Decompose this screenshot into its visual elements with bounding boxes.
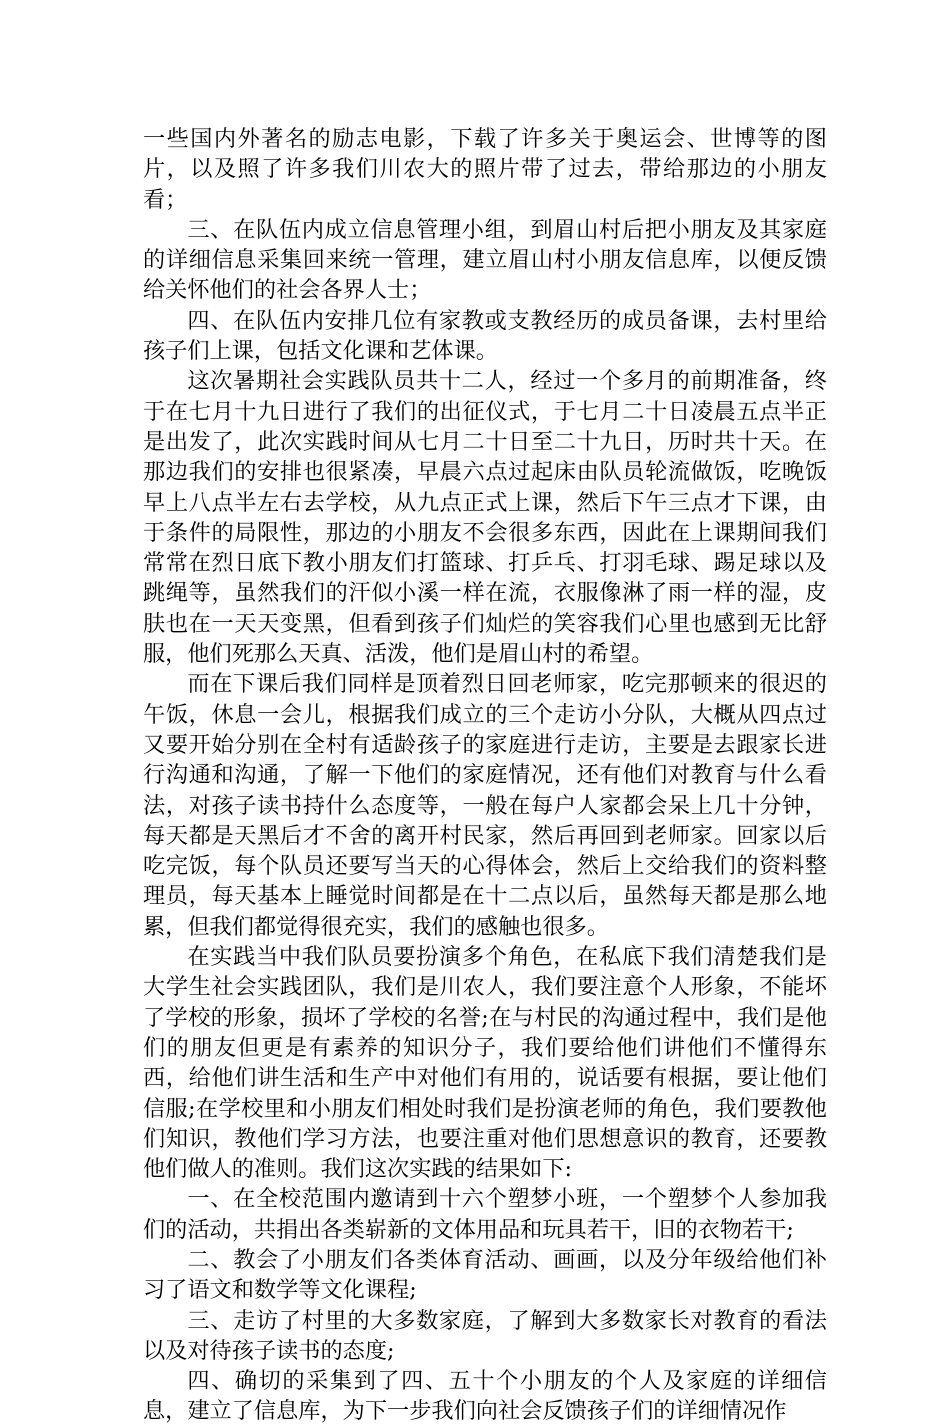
- document-body: [143, 124, 827, 1427]
- paragraph-1: 一些国内外著名的励志电影，下载了许多关于奥运会、世博等的图片，以及照了许多我们川农大的照片带了过去，带给那边的小朋友看；: [143, 126, 827, 213]
- paragraph-10: 四、确切的采集到了四、五十个小朋友的个人及家庭的详细信息，建立了信息库，为下一步我们向社会反馈孩子们的详细情况作: [143, 1368, 827, 1425]
- paragraph-8: 二、教会了小朋友们各类体育活动、画画，以及分年级给他们补习了语文和数学等文化课程;: [143, 1246, 827, 1304]
- paragraph-7: 一、在全校范围内邀请到十六个塑梦小班，一个塑梦个人参加我们的活动，共捐出各类崭新的文体用品和玩具若干，旧的衣物若干;: [143, 1186, 827, 1243]
- paragraph-3: 四、在队伍内安排几位有家教或支教经历的成员备课，去村里给孩子们上课，包括文化课和艺体课。: [143, 307, 827, 365]
- paragraph-6: 在实践当中我们队员要扮演多个角色，在私底下我们清楚我们是大学生社会实践团队，我们是川农人，我们要注意个人形象，不能坏了学校的形象，损坏了学校的名誉;在与村民的沟通过程中，我们是他们的朋友但更是有素养的知识分子，我们要给他们讲他们不懂得东西，给他们讲生活和生产中对他们有用的，说话要有根据，要让他们信服;在学校里和小朋友们相处时我们是扮演老师的角色，我们要教他们知识，教他们学习方法，也要注重对他们思想意识的教育，还要教他们做人的准则。我们这次实践的结果如下:: [143, 944, 827, 1183]
- paragraph-5: 而在下课后我们同样是顶着烈日回老师家，吃完那顿来的很迟的午饭，休息一会儿，根据我们成立的三个走访小分队，大概从四点过又要开始分别在全村有适龄孩子的家庭进行走访，主要是去跟家长进行沟通和沟通，了解一下他们的家庭情况，还有他们对教育与什么看法，对孩子读书持什么态度等，一般在每户人家都会呆上几十分钟，每天都是天黑后才不舍的离开村民家，然后再回到老师家。回家以后吃完饭，每个队员还要写当天的心得体会，然后上交给我们的资料整理员，每天基本上睡觉时间都是在十二点以后，虽然每天都是那么地累，但我们都觉得很充实，我们的感触也很多。: [143, 671, 827, 940]
- paragraph-4: 这次暑期社会实践队员共十二人，经过一个多月的前期准备，终于在七月十九日进行了我们的出征仪式，于七月二十日凌晨五点半正是出发了，此次实践时间从七月二十日至二十九日，历时共十天。在那边我们的安排也很紧凑，早晨六点过起床由队员轮流做饭，吃晚饭早上八点半左右去学校，从九点正式上课，然后下午三点才下课，由于条件的局限性，那边的小朋友不会很多东西，因此在上课期间我们常常在烈日底下教小朋友们打篮球、打乒乓、打羽毛球、踢足球以及跳绳等，虽然我们的汗似小溪一样在流，衣服像淋了雨一样的湿，皮肤也在一天天变黑，但看到孩子们灿烂的笑容我们心里也感到无比舒服，他们死那么天真、活泼，他们是眉山村的希望。: [143, 368, 827, 668]
- paragraph-9: 三、走访了村里的大多数家庭，了解到大多数家长对教育的看法以及对待孩子读书的态度;: [143, 1307, 827, 1364]
- paragraph-2: 三、在队伍内成立信息管理小组，到眉山村后把小朋友及其家庭的详细信息采集回来统一管理，建立眉山村小朋友信息库，以便反馈给关怀他们的社会各界人士；: [143, 216, 827, 304]
